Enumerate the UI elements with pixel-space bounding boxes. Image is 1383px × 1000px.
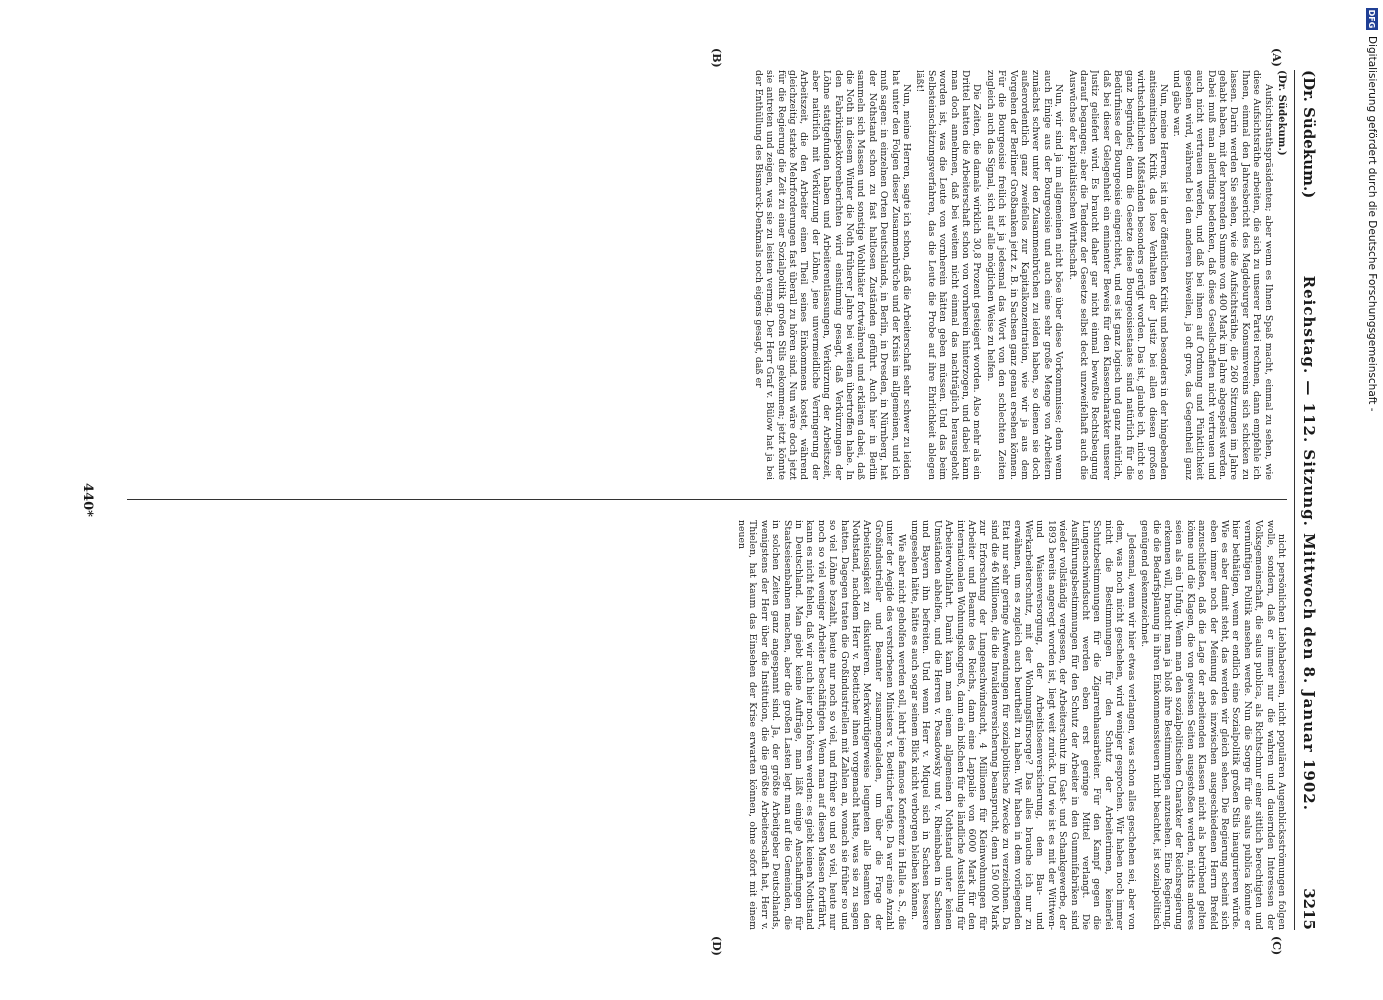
margin-mark-b: (B)	[710, 48, 723, 68]
page-content	[63, 48, 1323, 956]
sheet-signature: 440*	[80, 483, 95, 517]
column-divider	[127, 499, 1287, 500]
margin-mark-c: (C)	[1270, 936, 1283, 956]
speaker-name: (Dr. Südekum.)	[1276, 70, 1287, 156]
left-column	[107, 70, 1287, 480]
paragraph: nicht persönlichen Liebhabereien, nicht populären Augenblicksströmungen folgen wolle, sondern, daß er immer nur die wahren und dauernden Interessen der Volksgemeinschaft, die salus publica, als Richtschnur einer sittlich berechtigten und vernünftigen Politik ansehen werde. Nun die Sorge für die salus publica könnte er hier bethätigen, wenn er endlich eine Sozialpolitik großen Stils inaugurieren würde. Wie es aber damit steht, das werden wir gleich sehen. Die Regierung scheint sich eben immer noch der Meinung des inzwischen ausgeschiedenen Herrn Brefeld anzuschließen, daß die Lage der arbeitenden Klassen nicht als betrübend gelten könne und die Klagen, die von gewissen Seiten ausgestoßen werden, nichts anderes seien als ein Unfug. Wenn man den sozialpolitischen Charakter der Reichsregierung erkennen will, braucht man ja bloß ihre Bestimmungen anzusehen. Eine Regierung, die die Bedarfsplanung in ihren Einkommenssteuern nicht beachtet, ist sozialpolitisch genügend gekennzeichnet.	[1139, 520, 1287, 930]
paragraph: Nun, meine Herren, ist in der öffentlichen Kritik und besonders in der hingebenden antisemitischen Kritik das lose Verhalten der Justiz bei allen diesen großen wirthschaftlichen Mißständen besonders gerügt worden. Das ist, glaube ich, nicht so ganz begründet; denn die Gesetze diese Bourgeoisiestaates sind natürlich für die Bedürfnisse der Bourgeoisie eingerichtet, und es ist ganz logisch und ganz natürlich, daß bei dieser Gelegenheit ein eminenter Beweis für den Klassencharakter unserer Justiz geliefert wird. Es braucht daher gar nicht einmal bewußte Rechtsbeugung darauf begangen; aber die Tendenz der Gesetze selbst deckt unzweifelhaft auch die Auswüchse der kapitalistischen Wirthschaft.	[1066, 70, 1169, 480]
dfg-logo-icon: DFG	[1367, 9, 1377, 29]
paragraph: Aufsichtsrathspräsidenten; aber wenn es Ihnen Spaß macht, einmal zu sehen, wie diese Aufsichtsräthe arbeiten, die sich zu unserer Partei rechnen, dann empfehle ich Ihnen, einmal den Jahresbericht des Magdeburger Konsumvereins sich schicken zu lassen. Darin werden Sie sehen, wie die Aufsichtsräthe, die 260 Sitzungen im Jahre gehabt haben, mit der horrenden Summe von 400 Mark im Jahre abgespeist werden. Dabei muß man allerdings bedenken, daß diese Gesellschaften nicht vertrauen und auch nicht vertrauen werden, und daß bei ihnen auf Ordnung und Pünktlichkeit gesehen wird, während bei den anderen bisweilen, ja oft gros, das Gegentheil ganz und gäbe war.	[1171, 70, 1274, 480]
paragraph: Die Zeiten, die damals wirklich 30,8 Prozent gesteigert worden. Also mehr als ein Drittel hatten die Arbeiterschaft schon von vornherein hinterzogen, und dabei kann man doch annehmen, daß bei weitem nicht einmal das nachträglich herausgeholt worden ist, was die Leute von vornherein hätten geben müssen. Und das beim Selbsteinschätzungsverfahren, das die Leute die Probe auf ihre Ehrlichkeit ablegen läßt!	[914, 70, 983, 480]
right-column	[107, 520, 1287, 930]
digitization-credit	[1361, 0, 1383, 1000]
paragraph: Nun, meine Herren, sagte ich schon, daß die Arbeiterschaft sehr schwer zu leiden hat unter den Folgen dieser Zusammenbrüche und der Krisis im allgemeinen, und ich muß sagen: in einzelnen Orten Deutschlands, in Berlin, in Dresden, in Nürnberg, hat der Nothstand schon zu fast haltlosen Zuständen geführt. Auch hier in Berlin sammeln sich Massen und sonstige Wohlthäter fortwährend und erklären dabei, daß die Noth in diesem Winter die Noth früherer Jahre bei weitem übertroffen habe. In den Fabrikinspektorenberichten wird einstimmig gesagt, daß Verkürzungen der Löhne stattgefunden haben und Arbeiterentlassungen, Verkürzung der Arbeitszeit, aber natürlich mit Verkürzung der Löhne, jene unvermeidliche Verringerung der Arbeitszeit, die den Arbeiter einen Theil seines Einkommens kostet, während gleichzeitig starke Mehrforderungen fast überall zu hören sind. Nun wäre doch jetzt für die Regierung die Zeit zu einer Sozialpolitik großen Stils gekommen; jetzt könnte sie antreten und zeigen, was sie zu leisten vermag. Der Herr Graf v. Bülow hat ja bei der Enthüllung des Bismarck-Denkmals noch eigens gesagt, daß er	[752, 70, 912, 480]
paragraph: Nun, wir sind ja im allgemeinen nicht böse über diese Vorkommnisse; denn wenn auch Einige aus der Bourgeoisie und auch eine sehr große Menge von Arbeitern zunächst schwer unter den Zusammenbrüchen zu leiden haben, so dienen sie doch außerordentlich ganz zweifellos zur Kapitalkonzentration, wie wir ja aus dem Vorgehen der Berliner Großbanken jetzt z. B. in Sachsen ganz genau ersehen können. Für die Bourgeoisie freilich ist ja jedesmal das Wort von den schlechten Zeiten zugleich auch das Signal, sich auf alle möglichen Weise zu helfen.	[984, 70, 1065, 480]
head-left: (Dr. Südekum.)	[1300, 70, 1318, 199]
credit-text: Digitalisierung gefördert durch die Deutsche Forschungsgemeinschaft -	[1366, 36, 1378, 412]
head-title: Reichstag. — 112. Sitzung. Mittwoch den 8. Januar 1902.	[1300, 275, 1318, 811]
page-number: 3215	[1300, 888, 1318, 930]
running-head	[1294, 70, 1323, 930]
paragraph: Wie aber nicht geholfen werden soll, lehrt jene famose Konferenz in Halle a. S., die unter der Aegide des verstorbenen Ministers v. Boetticher tagte. Da war eine Anzahl Großindustrieller und Beamter zusammengeladen, um über die Frage der Arbeitslosigkeit zu diskutieren. Merkwürdigerweise leugneten alle Beamten den Nothstand, nachdem Herr v. Boetticher ihnen vorgemacht hatte, was sie zu sagen hatten. Dagegen traten die Großindustriellen mit Zahlen an, wonach sie früher so und so viel Löhne bezahlt, heute nur noch so viel, und früher so und so viel, heute nur noch so viel weniger Arbeiter beschäftigten. Wenn man auf diesen Massen fortfährt, kann es nicht fehlen, daß wir auch hier noch hören werden: es giebt keinen Nothstand in Deutschland. Man giebt keine Aufträge, man läßt einige Anschaffungen für Staatseisenbahnen machen, aber die großen Lasten legt man auf die Gemeinden, die in solchen Zeiten ganz angespannt sind. Ja, der größte Arbeitgeber Deutschlands, wenigstens der Herr über die Institution, die die größte Arbeiterschaft hat, Herr v. Thielen, hat kaum das Einsehen der Krise erwarten können, ohne sofort mit einem neuen	[735, 520, 907, 930]
margin-mark-d: (D)	[710, 936, 723, 956]
paragraph: Jedesmal, wenn wir hier etwas verlangen, was schon alles geschehen sei, aber von dem, was noch nicht geschehen, wird weniger gesprochen. Wir haben noch immer nicht die Bestimmungen für den Schutz der Arbeiterinnen, keinerlei Schutzbestimmungen für die Zigarrenhausarbeiter. Für den Kampf gegen die Lungenschwindsucht werden eben erst geringe Mittel verlangt. Die Ausführungsbestimmungen für den Schutz der Arbeiter in den Gummifabriken sind wieder vollständig vergessen, der Arbeiterschutz im Gast- und Schankgewerbe, der 1893 bereits angeregt worden ist, liegt weit zurück. Und wie ist es mit der Wittwen- und Waisenversorgung, der Arbeitslosenversicherung, dem Bau- und Werkarbeiterschutz, mit der Wohnungsfürsorge? Das alles brauche ich nur zu erwähnen, um es zugleich auch beurtheilt zu haben. Wir haben in dem vorliegenden Etat nur sehr geringe Aufwendungen für sozialpolitische Zwecke zu verzeichnen. Da sind die 46 Millionen, die die Invalidenversicherung beansprucht, denn 150 000 Mark zur Erforschung der Lungenschwindsucht, 4 Millionen für Kleinwohnungen für Arbeiter und Beamte des Reichs, dann eine Lappalie von 6000 Mark für den internationalen Wohnungskongreß, dann ein bißchen für die ländliche Ausstellung für Arbeiterwohlfahrt. Damit kann man einem allgemeinen Nothstand unter keinen Umständen abhelfen, und die Herren v. Posadowsky und v. Rheinbaben in Sachsen und Bayern ihn befreiten. Und wenn Herr v. Miquel sich in Sachsen bessere umgesehen hätte, hätte es auch sogar seinem Blick nicht verborgen bleiben können.	[909, 520, 1137, 930]
margin-mark-a: (A)	[1270, 48, 1283, 67]
